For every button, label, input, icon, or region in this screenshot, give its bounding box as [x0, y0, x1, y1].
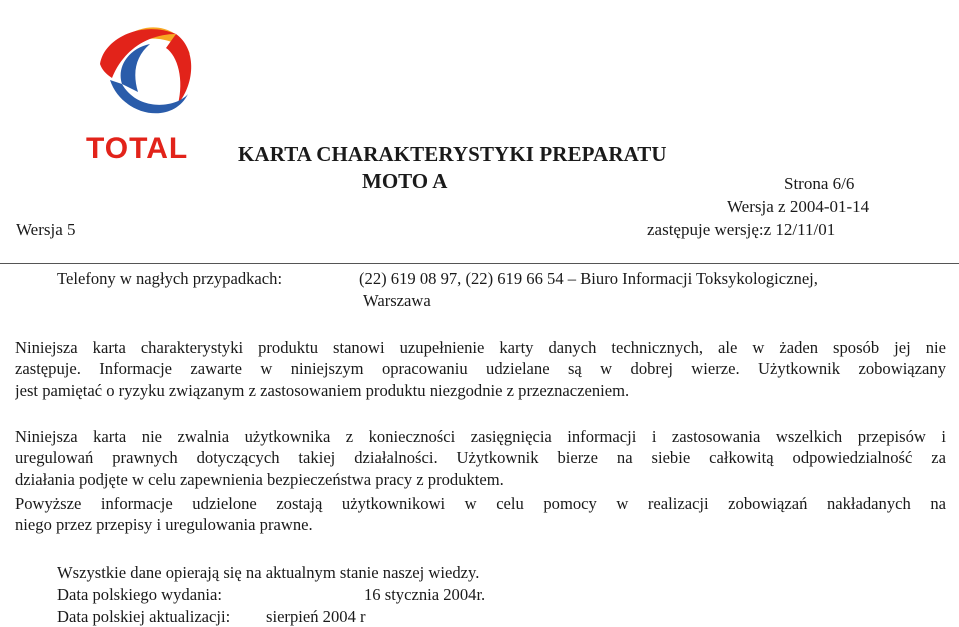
emergency-phones: (22) 619 08 97, (22) 619 66 54 – Biuro Informacji Toksykologicznej, — [359, 269, 818, 288]
page-number: Strona 6/6 — [784, 174, 855, 193]
emergency-city: Warszawa — [363, 291, 431, 310]
disclaimer-paragraph-2 — [15, 426, 946, 490]
disclaimer-paragraph-3 — [15, 493, 946, 536]
total-logo — [80, 8, 220, 163]
paragraph-line: uregulowań prawnych dotyczących takiej działalności. Użytkownik bierze na siebie całkowitą odpowiedzialność za — [15, 448, 946, 468]
emergency-label: Telefony w nagłych przypadkach: — [57, 269, 283, 288]
document-title: KARTA CHARAKTERYSTYKI PREPARATU — [238, 142, 667, 166]
update-date-label: Data polskiej aktualizacji: — [57, 607, 231, 626]
paragraph-line: Powyższe informacje udzielone zostają użytkownikowi w celu pomocy w realizacji zobowiązań nakładanych na — [15, 494, 946, 513]
paragraph-line: Niniejsza karta charakterystyki produktu stanowi uzupełnienie karty danych technicznych, ale w żaden sposób jej nie — [15, 338, 946, 357]
edition-date-value: 16 stycznia 2004r. — [364, 585, 486, 604]
update-date-value: sierpień 2004 r — [266, 607, 366, 626]
version-date: Wersja z 2004-01-14 — [727, 197, 870, 216]
svg-text:TOTAL: TOTAL — [86, 132, 189, 163]
header-divider — [0, 263, 959, 264]
total-logo-icon — [80, 8, 220, 163]
knowledge-statement: Wszystkie dane opierają się na aktualnym stanie naszej wiedzy. — [57, 563, 480, 582]
edition-date-label: Data polskiego wydania: — [57, 585, 222, 604]
paragraph-line: Niniejsza karta nie zwalnia użytkownika z konieczności zasięgnięcia informacji i zastosowania wszelkich przepisów i — [15, 427, 946, 446]
paragraph-line: zastępuje. Informacje zawarte w niniejszym opracowaniu udzielane są w dobrej wierze. Użytkownik zobowiązany — [15, 359, 946, 379]
paragraph-line: jest pamiętać o ryzyku związanym z zastosowaniem produktu niezgodnie z przeznaczeniem. — [15, 380, 630, 400]
paragraph-line: niego przez przepisy i uregulowania prawne. — [15, 515, 313, 535]
product-name: MOTO A — [362, 169, 448, 193]
paragraph-line: działania podjęte w celu zapewnienia bezpieczeństwa pracy z produktem. — [15, 469, 504, 489]
version-number: Wersja 5 — [16, 220, 76, 239]
disclaimer-paragraph-1 — [15, 337, 946, 401]
replaces-version: zastępuje wersję:z 12/11/01 — [647, 220, 836, 239]
